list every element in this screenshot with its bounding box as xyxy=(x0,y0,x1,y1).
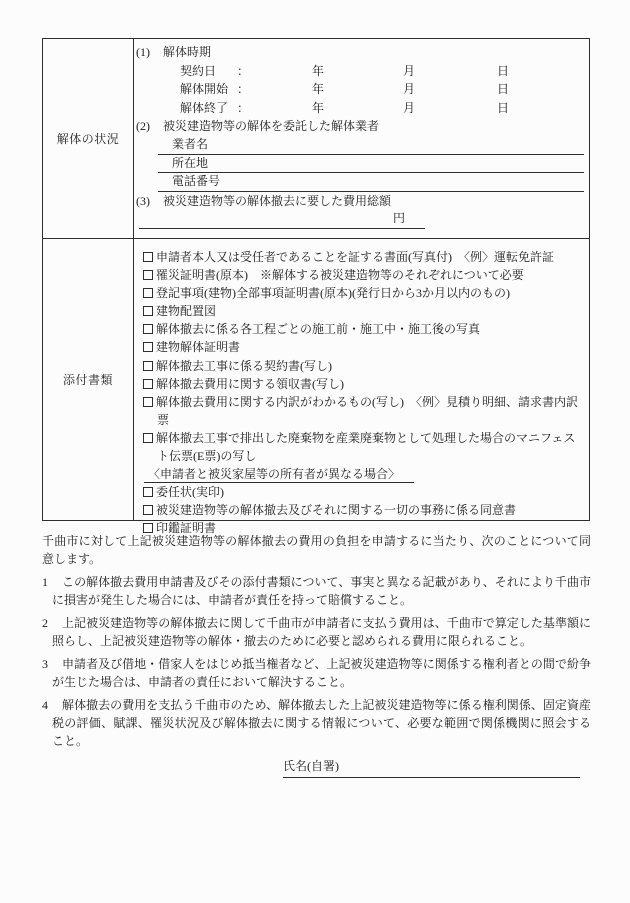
total-cost-field[interactable] xyxy=(139,210,425,229)
day-unit-label: 日 xyxy=(497,82,510,97)
clause-text: 上記被災建造物等の解体撤去に関して千曲市が申請者に支払う費用は、千曲市で算定した基準額に照らし、上記被災建造物等の解体・撤去のために必要と認められる費用に限られること。 xyxy=(52,616,591,648)
checkbox-icon[interactable] xyxy=(143,379,153,389)
clause-number: 1 xyxy=(42,575,48,589)
checkbox-icon[interactable] xyxy=(143,505,153,515)
conditional-checklist xyxy=(143,483,583,537)
year-unit-label: 年 xyxy=(312,63,325,78)
attachment-item xyxy=(143,375,583,393)
year-unit-label: 年 xyxy=(312,100,325,115)
checkbox-icon[interactable] xyxy=(143,252,153,262)
attachment-item-label: 委任状(実印) xyxy=(156,485,224,500)
consent-clause xyxy=(42,696,591,750)
checkbox-icon[interactable] xyxy=(143,397,153,407)
demolition-end-date-row xyxy=(134,99,585,118)
consent-clause xyxy=(42,573,591,609)
checkbox-icon[interactable] xyxy=(143,361,153,371)
attachment-item-label: 建物解体証明書 xyxy=(156,340,241,355)
row-header-label: 添付書類 xyxy=(62,373,113,387)
row-header-demolition-status xyxy=(43,39,134,238)
row-header-label: 解体の状況 xyxy=(56,132,120,146)
demolition-end-label: 解体終了 xyxy=(180,100,229,115)
demolition-status-row xyxy=(43,39,589,238)
consent-clause xyxy=(42,655,591,691)
colon: ： xyxy=(237,82,250,97)
attachment-item xyxy=(143,393,583,429)
attachment-item-label: 建物配置図 xyxy=(156,304,217,319)
clause-text: この解体撤去費用申請書及びその添付書類について、事実と異なる記載があり、それにより千曲市に損害が発生した場合には、申請者が責任を持って賠償すること。 xyxy=(52,575,591,607)
checkbox-icon[interactable] xyxy=(143,306,153,316)
section-1-heading xyxy=(134,43,585,62)
attachment-item-label: 印鑑証明書 xyxy=(156,521,217,536)
contractor-phone-label: 電話番号 xyxy=(172,174,221,189)
attachment-item xyxy=(143,429,583,465)
attachment-item xyxy=(143,320,583,338)
colon: ： xyxy=(237,100,250,115)
attachment-item-label: 罹災証明書(原本) ※解体する被災建造物等のそれぞれについて必要 xyxy=(156,268,524,283)
contractor-name-label: 業者名 xyxy=(172,136,209,151)
colon: ： xyxy=(237,63,250,78)
month-unit-label: 月 xyxy=(403,63,416,78)
attachment-item-label: 登記事項(建物)全部事項証明書(原本)(発行日から3か月以内のもの) xyxy=(156,286,510,301)
attachment-item-label: 解体撤去工事に係る契約書(写し) xyxy=(156,358,332,373)
section-1-number: (1) xyxy=(136,45,150,59)
consent-intro: 千曲市に対して上記被災建造物等の解体撤去の費用の負担を申請するに当たり、次のことについて同意します。 xyxy=(42,534,591,566)
attachment-item xyxy=(143,483,583,501)
contract-date-row xyxy=(134,62,585,81)
attachment-item xyxy=(143,248,583,266)
section-2-heading xyxy=(134,117,585,136)
attachment-item-label: 被災建造物等の解体撤去及びそれに関する一切の事務に係る同意書 xyxy=(156,503,517,518)
attachments-row xyxy=(43,238,589,536)
attachment-item-label: 解体撤去工事で排出した廃棄物を産業廃棄物として処理した場合のマニフェスト伝票(E票)の写し xyxy=(156,430,576,464)
clause-number: 2 xyxy=(42,616,48,630)
attachment-checklist xyxy=(143,248,583,465)
section-3-heading xyxy=(134,192,585,211)
attachment-item xyxy=(143,338,583,356)
row-header-attachments xyxy=(43,239,134,520)
section-2-number: (2) xyxy=(136,119,150,134)
checkbox-icon[interactable] xyxy=(143,487,153,497)
attachments-content xyxy=(134,239,589,536)
demolition-start-label: 解体開始 xyxy=(180,82,229,97)
clause-number: 3 xyxy=(42,657,48,671)
section-3-number: (3) xyxy=(136,193,150,208)
day-unit-label: 日 xyxy=(497,63,510,78)
consent-section xyxy=(42,532,591,778)
signature-field[interactable] xyxy=(283,759,580,778)
checkbox-icon[interactable] xyxy=(143,433,153,443)
checkbox-icon[interactable] xyxy=(143,324,153,334)
contractor-address-field[interactable] xyxy=(158,155,584,174)
clause-text: 解体撤去の費用を支払う千曲市のため、解体撤去した上記被災建造物等に係る権利関係、固定資産税の評価、賦課、罹災状況及び解体撤去に関する情報について、必要な範囲で関係機関に照会すること。 xyxy=(52,698,591,748)
attachment-item xyxy=(143,501,583,519)
checkbox-icon[interactable] xyxy=(143,288,153,298)
yen-unit-label: 円 xyxy=(392,211,405,226)
demolition-start-date-row xyxy=(134,80,585,99)
demolition-status-content xyxy=(134,39,589,238)
checkbox-icon[interactable] xyxy=(143,342,153,352)
attachment-item-label: 申請者本人又は受任者であることを証する書面(写真付) 〈例〉運転免許証 xyxy=(156,250,554,264)
attachment-item-label: 解体撤去費用に関する領収書(写し) xyxy=(156,376,344,391)
signature-label: 氏名(自署) xyxy=(283,759,339,773)
month-unit-label: 月 xyxy=(403,82,416,97)
contractor-name-field[interactable] xyxy=(158,136,584,155)
month-unit-label: 月 xyxy=(403,100,416,115)
conditional-heading xyxy=(144,465,583,483)
contractor-phone-field[interactable] xyxy=(158,173,584,192)
section-3-title: 被災建造物等の解体撤去に要した費用総額 xyxy=(163,193,392,208)
attachment-item xyxy=(143,266,583,284)
section-2-title: 被災建造物等の解体を委託した解体業者 xyxy=(163,119,380,134)
contract-date-label: 契約日 xyxy=(180,63,217,78)
checkbox-icon[interactable] xyxy=(143,270,153,280)
year-unit-label: 年 xyxy=(312,82,325,97)
day-unit-label: 日 xyxy=(497,100,510,115)
attachment-item-label: 解体撤去費用に関する内訳がわかるもの(写し) 〈例〉見積り明細、請求書内訳票 xyxy=(156,394,578,427)
attachment-item xyxy=(143,357,583,375)
section-1-title: 解体時期 xyxy=(163,45,212,59)
attachment-item xyxy=(143,284,583,302)
attachment-item-label: 解体撤去に係る各工程ごとの施工前・施工中・施工後の写真 xyxy=(156,322,481,337)
main-table xyxy=(42,38,590,536)
contractor-address-label: 所在地 xyxy=(172,155,209,170)
clause-number: 4 xyxy=(42,698,48,712)
conditional-heading-label: 〈申請者と被災家屋等の所有者が異なる場合〉 xyxy=(144,467,414,483)
consent-clause xyxy=(42,614,591,650)
clause-text: 申請者及び借地・借家人をはじめ抵当権者など、上記被災建造物等に関係する権利者との間で紛争が生じた場合は、申請者の責任において解決すること。 xyxy=(52,657,591,689)
attachment-item xyxy=(143,302,583,320)
